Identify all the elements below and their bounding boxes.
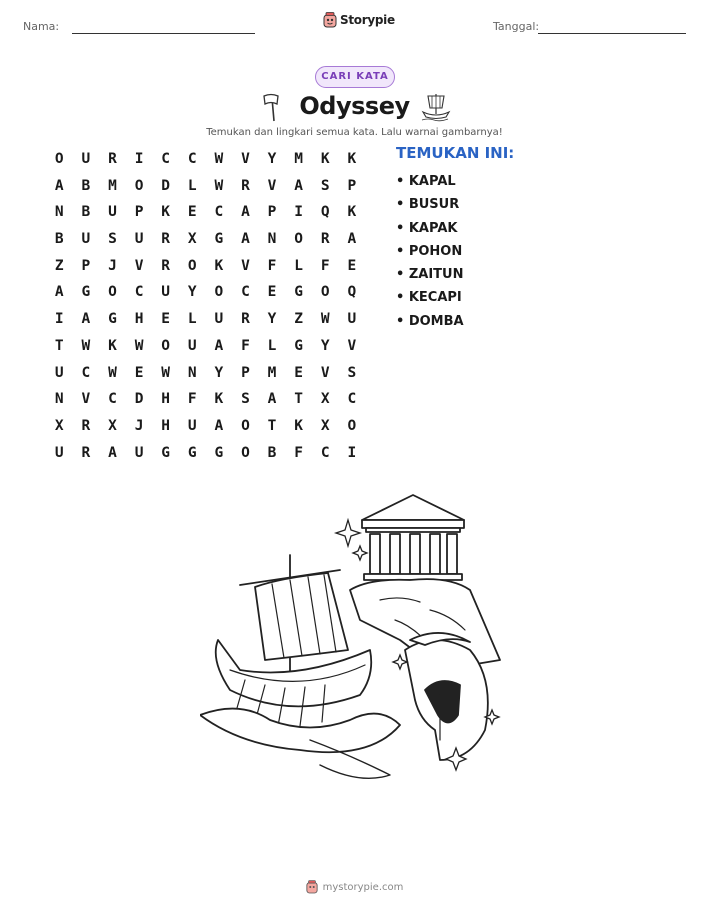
word-list-title: TEMUKAN INI:: [396, 144, 515, 162]
grid-letter[interactable]: M: [108, 177, 117, 194]
grid-letter[interactable]: L: [187, 177, 197, 194]
grid-letter[interactable]: B: [54, 231, 64, 248]
grid-letter[interactable]: Z: [294, 311, 303, 328]
grid-letter[interactable]: F: [241, 337, 250, 354]
ship-icon: [420, 92, 452, 122]
grid-letter[interactable]: S: [320, 177, 330, 194]
grid-letter[interactable]: B: [81, 204, 91, 221]
grid-letter[interactable]: R: [81, 444, 91, 461]
grid-letter[interactable]: H: [161, 417, 171, 434]
grid-letter[interactable]: J: [134, 417, 144, 434]
grid-letter[interactable]: R: [81, 417, 91, 434]
grid-letter[interactable]: G: [187, 444, 197, 461]
grid-letter[interactable]: G: [294, 337, 303, 354]
word-item: • ZAITUN: [396, 263, 464, 286]
grid-letter[interactable]: I: [294, 204, 303, 221]
grid-letter[interactable]: A: [54, 177, 64, 194]
grid-letter[interactable]: O: [294, 231, 303, 248]
grid-letter[interactable]: P: [81, 257, 91, 274]
grid-letter[interactable]: G: [108, 311, 117, 328]
grid-letter[interactable]: E: [267, 284, 277, 301]
grid-letter[interactable]: D: [134, 391, 144, 408]
grid-letter[interactable]: I: [54, 311, 64, 328]
grid-letter[interactable]: J: [108, 257, 117, 274]
grid-letter[interactable]: C: [214, 204, 224, 221]
grid-letter[interactable]: A: [214, 417, 224, 434]
grid-letter[interactable]: C: [108, 391, 117, 408]
word-item: • DOMBA: [396, 310, 464, 333]
footer: [0, 880, 709, 894]
grid-letter[interactable]: K: [294, 417, 303, 434]
grid-letter[interactable]: A: [54, 284, 64, 301]
storypie-logo-icon: [306, 880, 318, 894]
grid-letter[interactable]: U: [81, 231, 91, 248]
sparkle-icon: [353, 546, 367, 560]
grid-letter[interactable]: P: [241, 364, 250, 381]
grid-letter[interactable]: M: [267, 364, 277, 381]
grid-letter[interactable]: X: [320, 391, 330, 408]
grid-letter[interactable]: N: [267, 231, 277, 248]
grid-letter[interactable]: A: [241, 204, 250, 221]
instructions: Temukan dan lingkari semua kata. Lalu warnai gambarnya!: [206, 127, 503, 138]
grid-letter[interactable]: V: [241, 257, 250, 274]
grid-letter[interactable]: X: [108, 417, 117, 434]
grid-letter[interactable]: L: [267, 337, 277, 354]
grid-letter[interactable]: O: [214, 284, 224, 301]
grid-letter[interactable]: O: [54, 151, 64, 167]
grid-letter[interactable]: C: [320, 444, 330, 461]
word-item: • KAPAK: [396, 217, 464, 240]
grid-letter[interactable]: O: [241, 417, 250, 434]
word-item: • KAPAL: [396, 170, 464, 193]
grid-letter[interactable]: R: [241, 177, 250, 194]
grid-letter[interactable]: R: [161, 231, 171, 248]
grid-letter[interactable]: Y: [320, 337, 330, 354]
grid-letter[interactable]: K: [347, 151, 357, 167]
name-field-line: [72, 33, 255, 34]
grid-letter[interactable]: K: [214, 391, 224, 408]
grid-letter[interactable]: Z: [54, 257, 64, 274]
sparkle-icon: [393, 655, 407, 669]
grid-letter[interactable]: W: [81, 337, 91, 354]
grid-letter[interactable]: R: [241, 311, 250, 328]
grid-letter[interactable]: V: [320, 364, 330, 381]
grid-letter[interactable]: Q: [347, 284, 357, 301]
grid-letter[interactable]: S: [241, 391, 250, 408]
date-field-line: [538, 33, 686, 34]
grid-letter[interactable]: P: [347, 177, 357, 194]
grid-letter[interactable]: O: [161, 337, 171, 354]
temple-roof: [362, 495, 464, 520]
grid-letter[interactable]: V: [134, 257, 144, 274]
grid-letter[interactable]: K: [347, 204, 357, 221]
grid-letter[interactable]: N: [54, 204, 64, 221]
grid-letter[interactable]: F: [187, 391, 197, 408]
grid-letter[interactable]: F: [267, 257, 277, 274]
grid-letter[interactable]: A: [294, 177, 303, 194]
grid-letter[interactable]: U: [54, 364, 64, 381]
grid-letter[interactable]: E: [187, 204, 197, 221]
grid-letter[interactable]: I: [134, 151, 144, 167]
grid-letter[interactable]: E: [347, 257, 357, 274]
grid-letter[interactable]: K: [161, 204, 171, 221]
grid-letter[interactable]: U: [134, 444, 144, 461]
grid-letter[interactable]: N: [54, 391, 64, 408]
grid-letter[interactable]: V: [81, 391, 91, 408]
grid-letter[interactable]: V: [241, 151, 250, 167]
grid-letter[interactable]: I: [347, 444, 357, 461]
grid-letter[interactable]: M: [294, 151, 303, 167]
brand-name: Storypie: [340, 13, 395, 27]
grid-letter[interactable]: H: [161, 391, 171, 408]
waves: [200, 709, 400, 753]
grid-letter[interactable]: X: [187, 231, 197, 248]
grid-letter[interactable]: C: [187, 151, 197, 167]
grid-letter[interactable]: O: [241, 444, 250, 461]
grid-letter[interactable]: K: [320, 151, 330, 167]
grid-letter[interactable]: U: [187, 417, 197, 434]
sail: [255, 573, 348, 660]
grid-letter[interactable]: G: [214, 231, 224, 248]
word-list: [396, 170, 464, 333]
grid-letter[interactable]: K: [108, 337, 117, 354]
grid-letter[interactable]: P: [267, 204, 277, 221]
grid-letter[interactable]: E: [294, 364, 303, 381]
odyssey-illustration: [200, 490, 510, 790]
grid-letter[interactable]: U: [161, 284, 171, 301]
grid-letter[interactable]: A: [267, 391, 277, 408]
grid-letter[interactable]: A: [241, 231, 250, 248]
grid-letter[interactable]: W: [214, 177, 224, 194]
grid-letter[interactable]: Y: [187, 284, 197, 301]
grid-letter[interactable]: U: [214, 311, 224, 328]
grid-letter[interactable]: T: [267, 417, 277, 434]
grid-letter[interactable]: X: [320, 417, 330, 434]
grid-letter[interactable]: U: [108, 204, 117, 221]
grid-letter[interactable]: R: [108, 151, 117, 167]
grid-letter[interactable]: D: [161, 177, 171, 194]
sparkle-icon: [336, 520, 360, 546]
storypie-logo-icon: [323, 12, 337, 28]
grid-letter[interactable]: L: [294, 257, 303, 274]
grid-letter[interactable]: G: [81, 284, 91, 301]
grid-letter[interactable]: O: [320, 284, 330, 301]
grid-letter[interactable]: P: [134, 204, 144, 221]
grid-letter[interactable]: V: [347, 337, 357, 354]
grid-letter[interactable]: Y: [267, 311, 277, 328]
grid-letter[interactable]: W: [214, 151, 224, 167]
grid-letter[interactable]: O: [108, 284, 117, 301]
grid-letter[interactable]: S: [347, 364, 357, 381]
grid-letter[interactable]: U: [81, 151, 91, 167]
grid-letter[interactable]: W: [320, 311, 330, 328]
grid-letter[interactable]: V: [267, 177, 277, 194]
footer-url: mystorypie.com: [322, 881, 404, 893]
grid-letter[interactable]: F: [320, 257, 330, 274]
grid-letter[interactable]: C: [81, 364, 91, 381]
word-item: • POHON: [396, 240, 464, 263]
activity-badge: CARI KATA: [315, 66, 395, 88]
grid-letter[interactable]: A: [108, 444, 117, 461]
grid-letter[interactable]: B: [81, 177, 91, 194]
grid-letter[interactable]: G: [161, 444, 171, 461]
grid-letter[interactable]: C: [161, 151, 171, 167]
grid-letter[interactable]: F: [294, 444, 303, 461]
grid-letter[interactable]: K: [214, 257, 224, 274]
grid-letter[interactable]: R: [161, 257, 171, 274]
grid-letter[interactable]: T: [54, 337, 64, 354]
grid-letter[interactable]: Y: [267, 151, 277, 167]
name-label: Nama:: [23, 20, 60, 33]
grid-letter[interactable]: L: [187, 311, 197, 328]
grid-letter[interactable]: H: [134, 311, 144, 328]
grid-letter[interactable]: E: [134, 364, 144, 381]
grid-letter[interactable]: N: [187, 364, 197, 381]
grid-letter[interactable]: T: [294, 391, 303, 408]
grid-letter[interactable]: O: [134, 177, 144, 194]
date-label: Tanggal:: [493, 20, 540, 33]
grid-letter[interactable]: E: [161, 311, 171, 328]
grid-letter[interactable]: O: [347, 417, 357, 434]
grid-letter[interactable]: U: [347, 311, 357, 328]
grid-letter[interactable]: R: [320, 231, 330, 248]
grid-letter[interactable]: U: [134, 231, 144, 248]
grid-letter[interactable]: B: [267, 444, 277, 461]
grid-letter[interactable]: G: [294, 284, 303, 301]
grid-letter[interactable]: W: [134, 337, 144, 354]
word-item: • BUSUR: [396, 193, 464, 216]
grid-letter[interactable]: W: [108, 364, 117, 381]
grid-letter[interactable]: X: [54, 417, 64, 434]
grid-letter[interactable]: S: [108, 231, 117, 248]
grid-letter[interactable]: Y: [214, 364, 224, 381]
word-item: • KECAPI: [396, 286, 464, 309]
grid-letter[interactable]: W: [161, 364, 171, 381]
letter-grid: [46, 146, 365, 466]
page-title: Odyssey: [299, 92, 410, 120]
grid-letter[interactable]: C: [241, 284, 250, 301]
grid-letter[interactable]: U: [187, 337, 197, 354]
grid-letter[interactable]: A: [347, 231, 357, 248]
grid-letter[interactable]: A: [81, 311, 91, 328]
grid-letter[interactable]: Q: [320, 204, 330, 221]
grid-letter[interactable]: U: [54, 444, 64, 461]
grid-letter[interactable]: A: [214, 337, 224, 354]
grid-letter[interactable]: O: [187, 257, 197, 274]
grid-letter[interactable]: G: [214, 444, 224, 461]
brand: [323, 12, 395, 28]
grid-letter[interactable]: C: [134, 284, 144, 301]
grid-letter[interactable]: C: [347, 391, 357, 408]
